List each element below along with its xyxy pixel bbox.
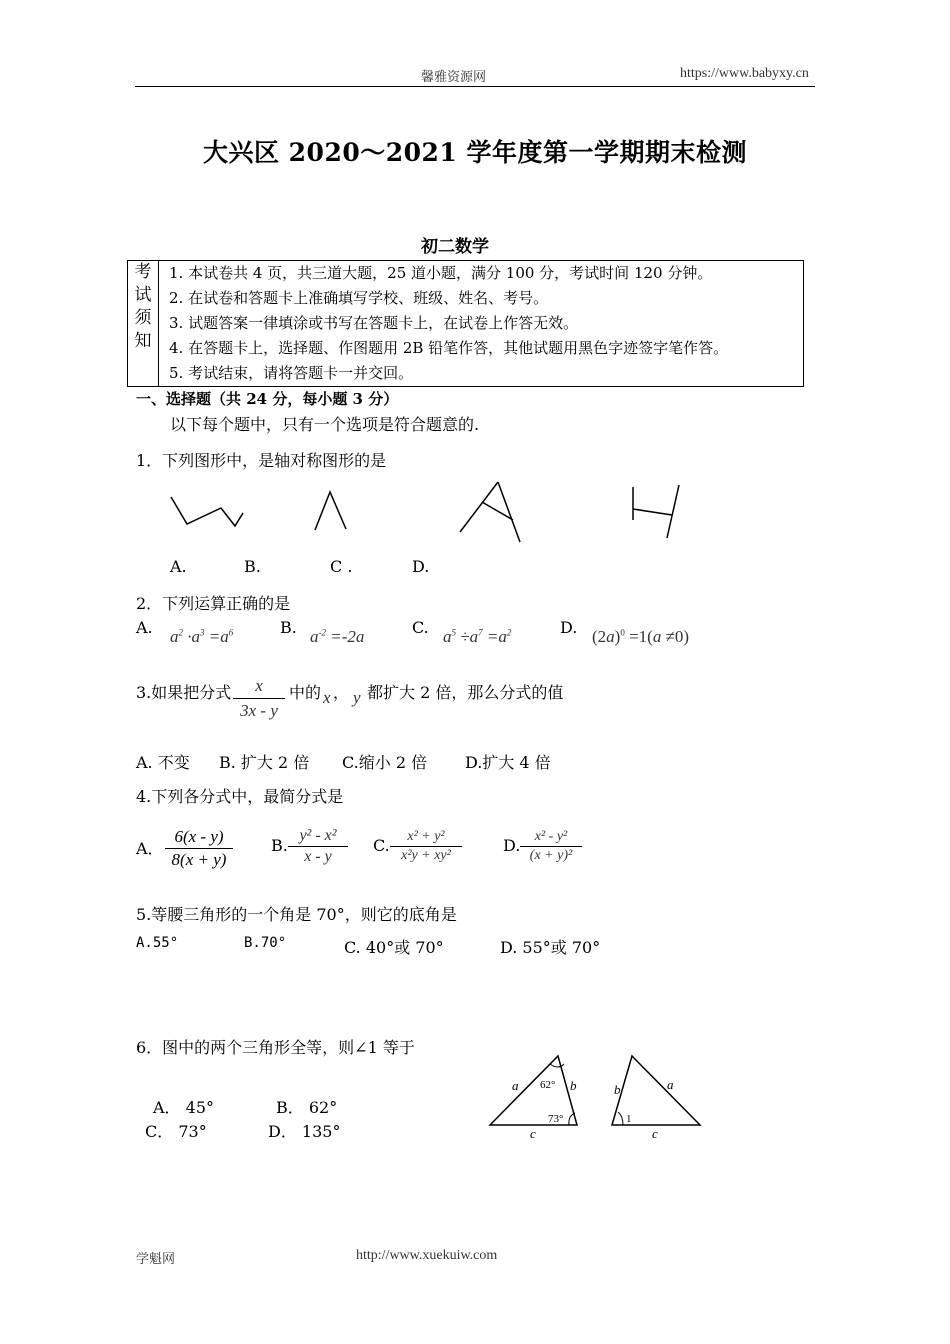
q2-label-b[interactable]: B.: [280, 618, 297, 637]
q1-stem: 1．下列图形中，是轴对称图形的是: [136, 451, 387, 470]
exam-notice-table: [127, 260, 804, 387]
q4-b-num: y² - x²: [288, 827, 348, 847]
q6-option-d[interactable]: D． 135°: [268, 1122, 341, 1141]
notice-label-char: 试: [134, 285, 152, 305]
tri2-label-angle1: 1: [626, 1113, 632, 1125]
angle-1-arc: [618, 1112, 623, 1125]
q4-fraction-a: [165, 827, 233, 870]
q5-option-a[interactable]: A.55°: [136, 935, 179, 951]
notice-item: 3. 试题答案一律填涂或书写在答题卡上，在试卷上作答无效。: [169, 314, 579, 332]
q6-option-b[interactable]: B． 62°: [276, 1098, 338, 1117]
q2-label-d[interactable]: D.: [560, 618, 578, 637]
tri1-label-c: c: [530, 1126, 536, 1141]
q4-label-b[interactable]: B.: [271, 836, 288, 855]
q1-figure-c-line1: [460, 482, 498, 532]
q4-c-num: x² + y²: [390, 829, 462, 847]
q1-figure-d-line2: [633, 509, 672, 515]
header-url[interactable]: https://www.babyxy.cn: [680, 66, 809, 81]
q1-option-d[interactable]: D.: [412, 557, 430, 576]
q6-triangles-figure: [480, 1050, 710, 1145]
subject-title: 初二数学: [421, 237, 489, 257]
tri1-label-angle62: 62°: [540, 1079, 556, 1091]
q4-label-a[interactable]: A．: [136, 839, 164, 858]
notice-label-char: 知: [134, 331, 152, 351]
footer-url[interactable]: http://www.xuekuiw.com: [356, 1248, 498, 1263]
q3-option-a[interactable]: A. 不变: [136, 753, 190, 772]
tri2-label-c: c: [652, 1126, 658, 1141]
notice-label-char: 考: [134, 262, 152, 282]
q4-label-c[interactable]: C.: [373, 836, 390, 855]
q3-var-y: y: [353, 688, 361, 707]
notice-item: 4. 在答题卡上，选择题、作图题用 2B 铅笔作答，其他试题用黑色字迹签字笔作答。: [169, 339, 729, 357]
notice-label: [128, 261, 159, 387]
q3-stem-after: 都扩大 2 倍，那么分式的值: [367, 683, 564, 702]
q1-figures: [150, 475, 710, 550]
angle-62-arc: [550, 1064, 564, 1067]
q5-option-c[interactable]: C. 40°或 70°: [344, 938, 444, 957]
q1-figure-d-line3: [667, 485, 679, 538]
q4-fraction-c: [390, 829, 462, 864]
notice-items: [159, 261, 804, 387]
q3-option-b[interactable]: B. 扩大 2 倍: [219, 753, 310, 772]
header-rule: [135, 86, 815, 87]
q4-c-den: x²y + xy²: [401, 848, 451, 863]
footer-site-name: 学魁网: [136, 1252, 176, 1267]
q4-stem: 4.下列各分式中，最简分式是: [136, 787, 344, 806]
section-heading: 一、选择题（共 24 分，每小题 3 分）: [136, 390, 399, 408]
q3-option-d[interactable]: D.扩大 4 倍: [465, 753, 551, 772]
tri2-label-b: b: [614, 1082, 621, 1097]
q5-option-d[interactable]: D. 55°或 70°: [500, 938, 601, 957]
tri1-label-angle73: 73°: [548, 1113, 564, 1125]
section-instruction: 以下每个题中，只有一个选项是符合题意的.: [170, 415, 480, 434]
q3-fraction: [233, 676, 285, 721]
q3-frac-num: x: [233, 676, 285, 699]
q2-expr-d: $(2a)^0 =1(a \ne 0)$: [592, 627, 690, 646]
q4-label-d[interactable]: D.: [503, 836, 521, 855]
q4-a-num: 6(x - y): [165, 827, 233, 849]
page-title: 大兴区 2020～2021 学年度第一学期期末检测: [202, 138, 748, 167]
q2-stem: 2．下列运算正确的是: [136, 594, 291, 613]
q5-stem: 5.等腰三角形的一个角是 70°，则它的底角是: [136, 905, 457, 924]
tri1-label-a: a: [512, 1078, 519, 1093]
notice-item: 2. 在试卷和答题卡上准确填写学校、班级、姓名、考号。: [169, 289, 549, 307]
q6-option-c[interactable]: C． 73°: [145, 1122, 207, 1141]
q4-a-den: 8(x + y): [171, 850, 227, 869]
notice-item: 5. 考试结束，请将答题卡一并交回。: [169, 364, 414, 382]
q3-stem-mid: 中的: [289, 683, 322, 702]
q1-figure-b: [315, 492, 346, 530]
q6-stem: 6．图中的两个三角形全等，则∠1 等于: [136, 1038, 415, 1057]
notice-item: 1. 本试卷共 4 页，共三道大题，25 道小题，满分 100 分，考试时间 120 分钟。: [169, 264, 713, 282]
q4-b-den: x - y: [304, 848, 332, 865]
q2-label-c[interactable]: C.: [412, 618, 429, 637]
q3-var-x: x: [323, 688, 331, 707]
q4-fraction-b: [288, 827, 348, 866]
header-site-name: 馨雅资源网: [421, 70, 487, 85]
q3-stem-before: 3.如果把分式: [136, 683, 232, 702]
q2-expr-c: $a^5 \div a^7 =a^2$: [443, 627, 512, 646]
tri2-label-a: a: [667, 1077, 674, 1092]
q1-option-b[interactable]: B.: [244, 557, 261, 576]
q3-option-c[interactable]: C.缩小 2 倍: [342, 753, 428, 772]
q2-label-a[interactable]: A.: [136, 618, 153, 637]
q1-figure-a: [171, 497, 243, 526]
notice-label-char: 须: [134, 308, 152, 328]
q4-d-den: (x + y)²: [529, 848, 573, 863]
q1-figure-c-line2: [498, 482, 520, 542]
q1-option-c[interactable]: C .: [330, 557, 353, 576]
q2-expr-a: $a^2 \cdot a^3 =a^6$: [170, 627, 234, 646]
q2-expr-b: $a^{-2} =-2a$: [310, 627, 365, 646]
q6-option-a[interactable]: A． 45°: [153, 1098, 215, 1117]
q4-fraction-d: [520, 829, 582, 864]
q3-frac-den: 3x - y: [240, 701, 278, 720]
triangle-left: [490, 1056, 577, 1125]
q4-d-num: x² - y²: [520, 829, 582, 847]
q5-option-b[interactable]: B.70°: [244, 935, 287, 951]
q1-option-a[interactable]: A.: [170, 557, 187, 576]
q3-comma: ，: [333, 683, 350, 702]
tri1-label-b: b: [570, 1078, 577, 1093]
